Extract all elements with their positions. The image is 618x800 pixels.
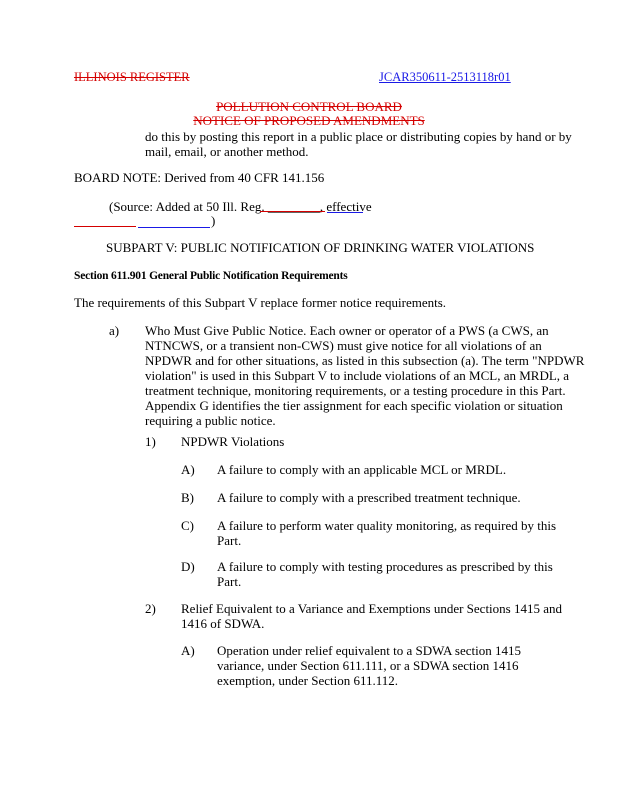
continuation-line-2: mail, email, or another method. bbox=[145, 144, 309, 159]
item-2-label: 2) bbox=[145, 601, 156, 616]
board-title: POLLUTION CONTROL BOARD bbox=[216, 99, 402, 114]
intro-text: The requirements of this Subpart V replace former notice requirements. bbox=[74, 295, 447, 310]
item-1-text: NPDWR Violations bbox=[181, 434, 285, 449]
item-2a-text: Operation under relief equivalent to a SDWA section 1415 variance, under Section 611.111, or a SDWA section 1416 exemption, under Section 611.112. bbox=[217, 643, 521, 688]
source-blank-blue bbox=[327, 212, 363, 213]
item-1b-label: B) bbox=[181, 490, 194, 505]
item-1b-text: A failure to comply with a prescribed treatment technique. bbox=[217, 490, 521, 505]
register-header: ILLINOIS REGISTER bbox=[74, 70, 190, 84]
item-a-text: Who Must Give Public Notice. Each owner or operator of a PWS (a CWS, an NTNCWS, or a transient non-CWS) must give notice for all violations of an NPDWR and for other situations, as listed in this subsection (a). The term "NPDWR violation" is used in this Subpart V to include violations of an MCL, an MRDL, a treatment technique, monitoring requirements, or a testing procedure in this Part. Appendix G identifies the tier assignment for each specific violation or situation requiring a public notice. bbox=[145, 323, 585, 428]
item-a-label: a) bbox=[109, 323, 120, 338]
section-heading: Section 611.901 General Public Notification Requirements bbox=[74, 270, 348, 282]
item-1c-label: C) bbox=[181, 518, 194, 533]
source-close: ) bbox=[211, 213, 216, 228]
item-1c-text: A failure to perform water quality monitoring, as required by this Part. bbox=[217, 518, 556, 548]
item-2a-label: A) bbox=[181, 643, 195, 658]
item-2-text: Relief Equivalent to a Variance and Exemptions under Sections 1415 and 1416 of SDWA. bbox=[181, 601, 562, 631]
item-1a-label: A) bbox=[181, 462, 195, 477]
effective-blank-red bbox=[74, 226, 136, 227]
item-1d-text: A failure to comply with testing procedures as prescribed by this Part. bbox=[217, 559, 553, 589]
continuation-line-1: do this by posting this report in a public place or distributing copies by hand or by bbox=[145, 129, 572, 144]
jcar-code: JCAR350611-2513118r01 bbox=[379, 70, 511, 84]
notice-title: NOTICE OF PROPOSED AMENDMENTS bbox=[193, 113, 425, 128]
source-blank-red bbox=[260, 211, 325, 212]
source-note: (Source: Added at 50 Ill. Reg. ________, effective bbox=[109, 199, 372, 214]
item-1a-text: A failure to comply with an applicable MCL or MRDL. bbox=[217, 462, 507, 477]
subpart-heading: SUBPART V: PUBLIC NOTIFICATION OF DRINKING WATER VIOLATIONS bbox=[106, 240, 535, 255]
item-1d-label: D) bbox=[181, 559, 195, 574]
item-1-label: 1) bbox=[145, 434, 156, 449]
effective-blank-blue bbox=[138, 227, 210, 228]
board-note: BOARD NOTE: Derived from 40 CFR 141.156 bbox=[74, 170, 325, 185]
